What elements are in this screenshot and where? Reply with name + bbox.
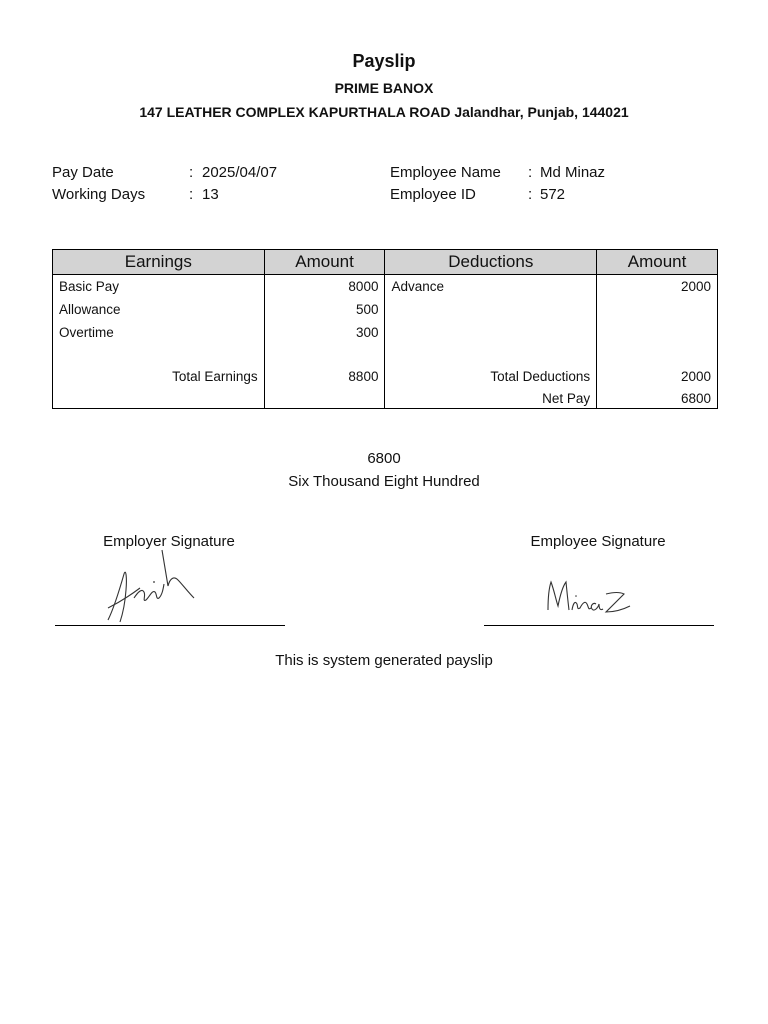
deduction-label: Advance: [385, 275, 597, 299]
employee-signature-label: Employee Signature: [530, 533, 666, 550]
pay-date-value: 2025/04/07: [202, 164, 278, 181]
employee-name-row: [390, 162, 710, 184]
page-title: Payslip: [352, 51, 416, 71]
total-deductions-label: Total Deductions: [385, 365, 597, 388]
earning-label: Basic Pay: [53, 275, 265, 299]
working-days-value: 13: [202, 186, 219, 203]
earning-label: Allowance: [53, 298, 265, 321]
info-right: [390, 162, 710, 206]
employee-name-label: Employee Name: [390, 164, 501, 181]
earnings-header: Earnings: [53, 250, 265, 275]
earning-amount: 8000: [264, 275, 385, 299]
pay-date-row: [52, 162, 352, 184]
table-header-row: [53, 250, 718, 275]
employee-id-colon: :: [528, 186, 533, 203]
deductions-header: Deductions: [385, 250, 597, 275]
employer-signature: [100, 548, 200, 626]
total-earnings-value: 8800: [264, 365, 385, 388]
deduction-label: [385, 321, 597, 344]
total-earnings-label: Total Earnings: [53, 365, 265, 388]
company-name: PRIME BANOX: [334, 80, 434, 96]
employer-signature-label: Employer Signature: [103, 533, 235, 550]
employee-id-value: 572: [540, 186, 566, 203]
net-pay-value: 6800: [597, 388, 718, 409]
employee-id-row: [390, 184, 710, 206]
employer-signature-line: [55, 625, 285, 626]
empty-cell: [385, 344, 597, 365]
net-pay-amount: 6800: [367, 450, 401, 467]
deduction-amount: [597, 321, 718, 344]
net-pay-in-words: Six Thousand Eight Hundred: [288, 473, 480, 490]
deduction-label: [385, 298, 597, 321]
earning-label: Overtime: [53, 321, 265, 344]
net-pay-label: Net Pay: [385, 388, 597, 409]
empty-cell: [264, 344, 385, 365]
pay-date-label: Pay Date: [52, 164, 114, 181]
table-row: [53, 275, 718, 299]
empty-cell: [53, 388, 265, 409]
deduction-amount: [597, 298, 718, 321]
table-row: [53, 344, 718, 365]
empty-cell: [53, 344, 265, 365]
pay-date-colon: :: [189, 164, 194, 181]
deduction-amount: 2000: [597, 275, 718, 299]
table-row: [53, 298, 718, 321]
empty-cell: [597, 344, 718, 365]
net-pay-row: [53, 388, 718, 409]
employee-id-label: Employee ID: [390, 186, 476, 203]
working-days-colon: :: [189, 186, 194, 203]
earning-amount: 500: [264, 298, 385, 321]
info-left: [52, 162, 352, 206]
table-row: [53, 321, 718, 344]
employee-signature-line: [484, 625, 714, 626]
employee-signature: [540, 574, 640, 622]
footer-note: This is system generated payslip: [275, 652, 493, 669]
working-days-label: Working Days: [52, 186, 146, 203]
working-days-row: [52, 184, 352, 206]
empty-cell: [264, 388, 385, 409]
company-address: 147 LEATHER COMPLEX KAPURTHALA ROAD Jalandhar, Punjab, 144021: [139, 104, 629, 120]
earning-amount: 300: [264, 321, 385, 344]
employee-name-colon: :: [528, 164, 533, 181]
earnings-amount-header: Amount: [264, 250, 385, 275]
payslip-table: [52, 249, 718, 409]
employee-name-value: Md Minaz: [540, 164, 606, 181]
total-deductions-value: 2000: [597, 365, 718, 388]
deductions-amount-header: Amount: [597, 250, 718, 275]
totals-row: [53, 365, 718, 388]
